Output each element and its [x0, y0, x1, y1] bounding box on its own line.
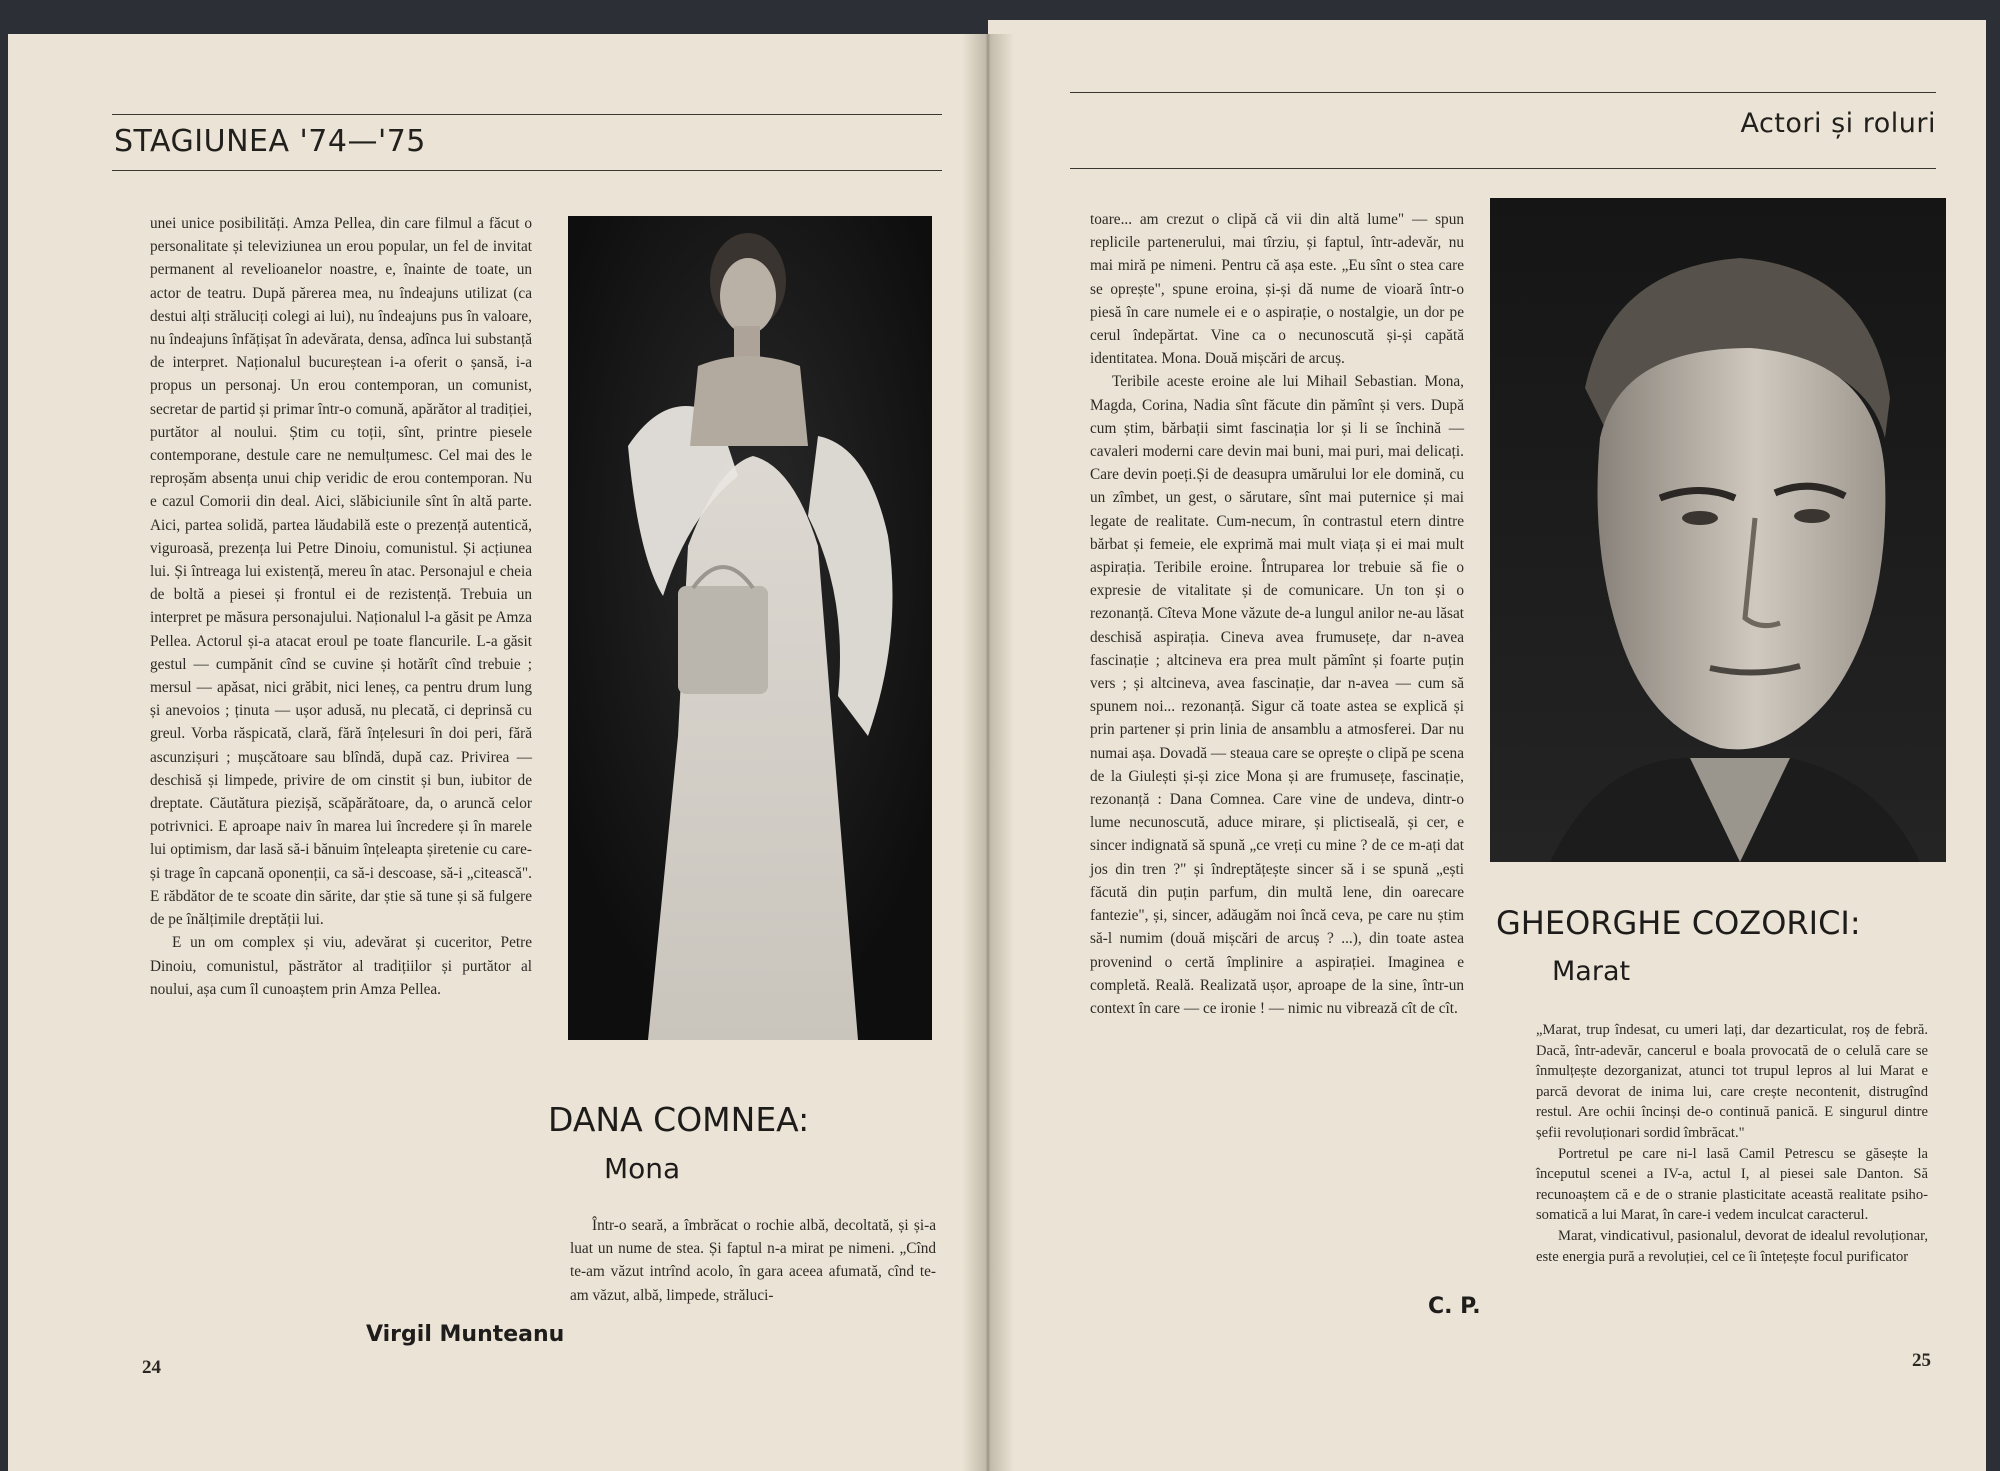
- article-paragraph: Portretul pe care ni-l lasă Camil Petrescu se găsește la începutul scenei a IV-a, actul I, al piesei sale Danton. Să recunoaștem că e de o stranie plasticitate această realitate psiho-somatică a lui Marat, în care-i vedem inculcat caracterul.: [1536, 1145, 1928, 1224]
- left-column-article: [1090, 208, 1464, 1020]
- article-paragraph: toare... am crezut o clipă că vii din altă lume" — spun replicile partenerului, mai tîrziu, și faptul, într-adevăr, nu mai miră pe nimeni. Pentru că așa este. „Eu sînt o stea care se oprește", spune eroina, și-și dă nume de vioară într-o piesă în care numele ei e o aspirație, o nostalgie, un dor pe cerul îndepărtat. Vine ca o necunoscută și-și capătă identitatea. Mona. Două mișcări de arcuș.: [1090, 211, 1464, 368]
- article-paragraph: Teribile aceste eroine ale lui Mihail Sebastian. Mona, Magda, Corina, Nadia sînt făcute din pămînt și vers. După cum știm, bărbații simt fascinația lor și li se închină — cavaleri moderni care devin mai buni, mai puri, mai delicați. Care devin poeți.Și de deasupra umărului lor ele domină, cu un zîmbet, un gest, o sărutare, sînt mai puternice și mai legate de realitate. Cum-necum, în contrastul etern dintre bărbat și femeie, ele exprimă mai mult viața și ei mai mult aspirația. Teribile eroine. Întruparea lor trebuie să fie o expresie de vitalitate și de comunicare. Un ton și o rezonanță. Cîteva Mone văzute de-a lungul anilor ne-au lăsat deschisă aspirația. Cineva avea frumusețe, dar n-avea fascinație ; altcineva era prea mult pămînt și foarte puțin vers ; și altcineva, avea fascinație, dar n-avea — cum să spunem noi... rezonanță. Sigur că toate astea se explică și prin partener și prin linia de ansamblu a atmosferei. Dar nu numai așa. Dovadă — steaua care se oprește o clipă pe scena de la Giulești și-și zice Mona și are frumusețe, fascinație, rezonanță : Dana Comnea. Care vine de undeva, dintr-o lume necunoscută, aduce mirare, și plictiseală, și cer, e sincer indignată să spună „ce vreți cu mine ? de ce m-ați dat jos din tren ?" și îndreptățește sincer să i se spună „ești făcută din puțin parfum, din multă lene, din oarecare fantezie", și, sincer, adăugăm noi încă ceva, pe care nu știm să-l numim (două mișcări de arcuș ? ...), din toate astea provenind o certă împlinire a aspirației. Imaginea e completă. Reală. Realizată ușor, aproape de la sine, într-un context în care — ce ironie ! — nimic nu vibrează cît de cît.: [1090, 373, 1464, 1017]
- right-page: [988, 20, 1986, 1471]
- page-number: 25: [1912, 1350, 1931, 1371]
- actress-name: DANA COMNEA:: [548, 1100, 810, 1139]
- left-column-article: [150, 212, 532, 1001]
- header-rule-bottom: [1070, 168, 1936, 169]
- header-rule-bottom: [112, 170, 942, 171]
- header-rule-top: [112, 114, 942, 115]
- book-gutter: [962, 34, 1014, 1471]
- article-paragraph: „Marat, trup îndesat, cu umeri lați, dar dezarticulat, roș de febră. Dacă, într-adevăr, cancerul e boala provocată de o celulă care se înmulțește dezorganizat, atunci tot trupul lepros al lui Marat e parcă devorat de inima lui, care crește necontenit, distrugînd restul. Are ochii încinși de-o continuă panică. E singurul dintre șefii revoluționari sordid îmbrăcat.": [1536, 1022, 1928, 1141]
- article-paragraph: unei unice posibilități. Amza Pellea, din care filmul a făcut o personalitate și televiziunea un erou popular, un fel de invitat permanent al revelioanelor noastre, e, înainte de toate, un actor de teatru. După părerea mea, nu îndeajuns utilizat (ca destui alți străluciți colegi ai lui), nu îndeajuns pus în valoare, nu îndeajuns înfățișat în adevărata, densa, adînca lui substanță de interpret. Naționalul bucureștean i-a oferit o șansă, i-a propus un personaj. Un erou contemporan, un comunist, secretar de partid și primar într-o comună, apărător al tradiției, purtător al noului. Știm cu toții, sînt, printre piesele contemporane, destule care ne nemulțumesc. Cel mai des le reproșăm absența unui chip veridic de erou contemporan. Nu e cazul Comorii din deal. Aici, slăbiciunile sînt în altă parte. Aici, partea solidă, partea lăudabilă este o prezență autentică, viguroasă, prezența lui Petre Dinoiu, comunistul. Și acțiunea lui. Și întreaga lui existență, mereu în atac. Personajul e cheia de boltă a piesei și frontul ei de rezistență. Trebuia un interpret pe măsura personajului. Naționalul l-a găsit pe Amza Pellea. Actorul și-a atacat eroul pe toate flancurile. L-a găsit gestul — cumpănit cînd se cuvine și hotărît cînd trebuie ; mersul — apăsat, nici grăbit, nici leneș, ca pentru drum lung și anevoios ; ținuta — ușor adusă, nu plecată, ci deprinsă cu greul. Vorba răspicată, clară, fără înțelesuri în doi peri, fără ascunzișuri ; mușcătoare sau blîndă, după caz. Privirea — deschisă și limpede, privire de om cinstit și bun, iubitor de dreptate. Căutătura piezișă, scăpărătoare, da, o aruncă celor potrivnici. E aproape naiv în marea lui încredere și în marele lui optimism, dar lasă să-i bănuim înțeleapta șiretenie cu care-și trage în capcană oponenții, ca să-i descoase, să-i „citească". E răbdător de te scoate din sărite, dar știe să tune și să fulgere de pe înălțimile dreptății lui.: [150, 215, 532, 929]
- actor-name: GHEORGHE COZORICI:: [1496, 904, 1861, 942]
- actress-role: Mona: [604, 1152, 681, 1185]
- article-paragraph: Marat, vindicativul, pasionalul, devorat de idealul revoluționar, este energia pură a revoluției, cel ce îi întețește focul purificator: [1536, 1227, 1928, 1265]
- actor-photo-image: [1490, 198, 1946, 862]
- actress-photo: [568, 216, 932, 1040]
- actress-photo-image: [568, 216, 932, 1040]
- right-column-article: [1536, 1020, 1928, 1267]
- actor-photo: [1490, 198, 1946, 862]
- right-column-article: [570, 1214, 936, 1307]
- article-paragraph: E un om complex și viu, adevărat și cuceritor, Petre Dinoiu, comunistul, păstrător al tradițiilor și purtător al noului, așa cum îl cunoaștem prin Amza Pellea.: [150, 934, 532, 998]
- signature: Virgil Munteanu: [366, 1322, 565, 1347]
- left-page-header: STAGIUNEA '74—'75: [114, 124, 426, 159]
- right-page-header: Actori și roluri: [1740, 108, 1936, 139]
- header-rule-top: [1070, 92, 1936, 93]
- page-number: 24: [142, 1357, 161, 1378]
- actor-role: Marat: [1552, 956, 1631, 987]
- article-paragraph: Într-o seară, a îmbrăcat o rochie albă, decoltată, și și-a luat un nume de stea. Și faptul n-a mirat pe nimeni. „Cînd te-am văzut intrînd acolo, în gara aceea afumată, cînd te-am văzut, albă, limpede, străluci-: [570, 1217, 936, 1304]
- signature: C. P.: [1428, 1294, 1481, 1319]
- left-page: [8, 34, 988, 1471]
